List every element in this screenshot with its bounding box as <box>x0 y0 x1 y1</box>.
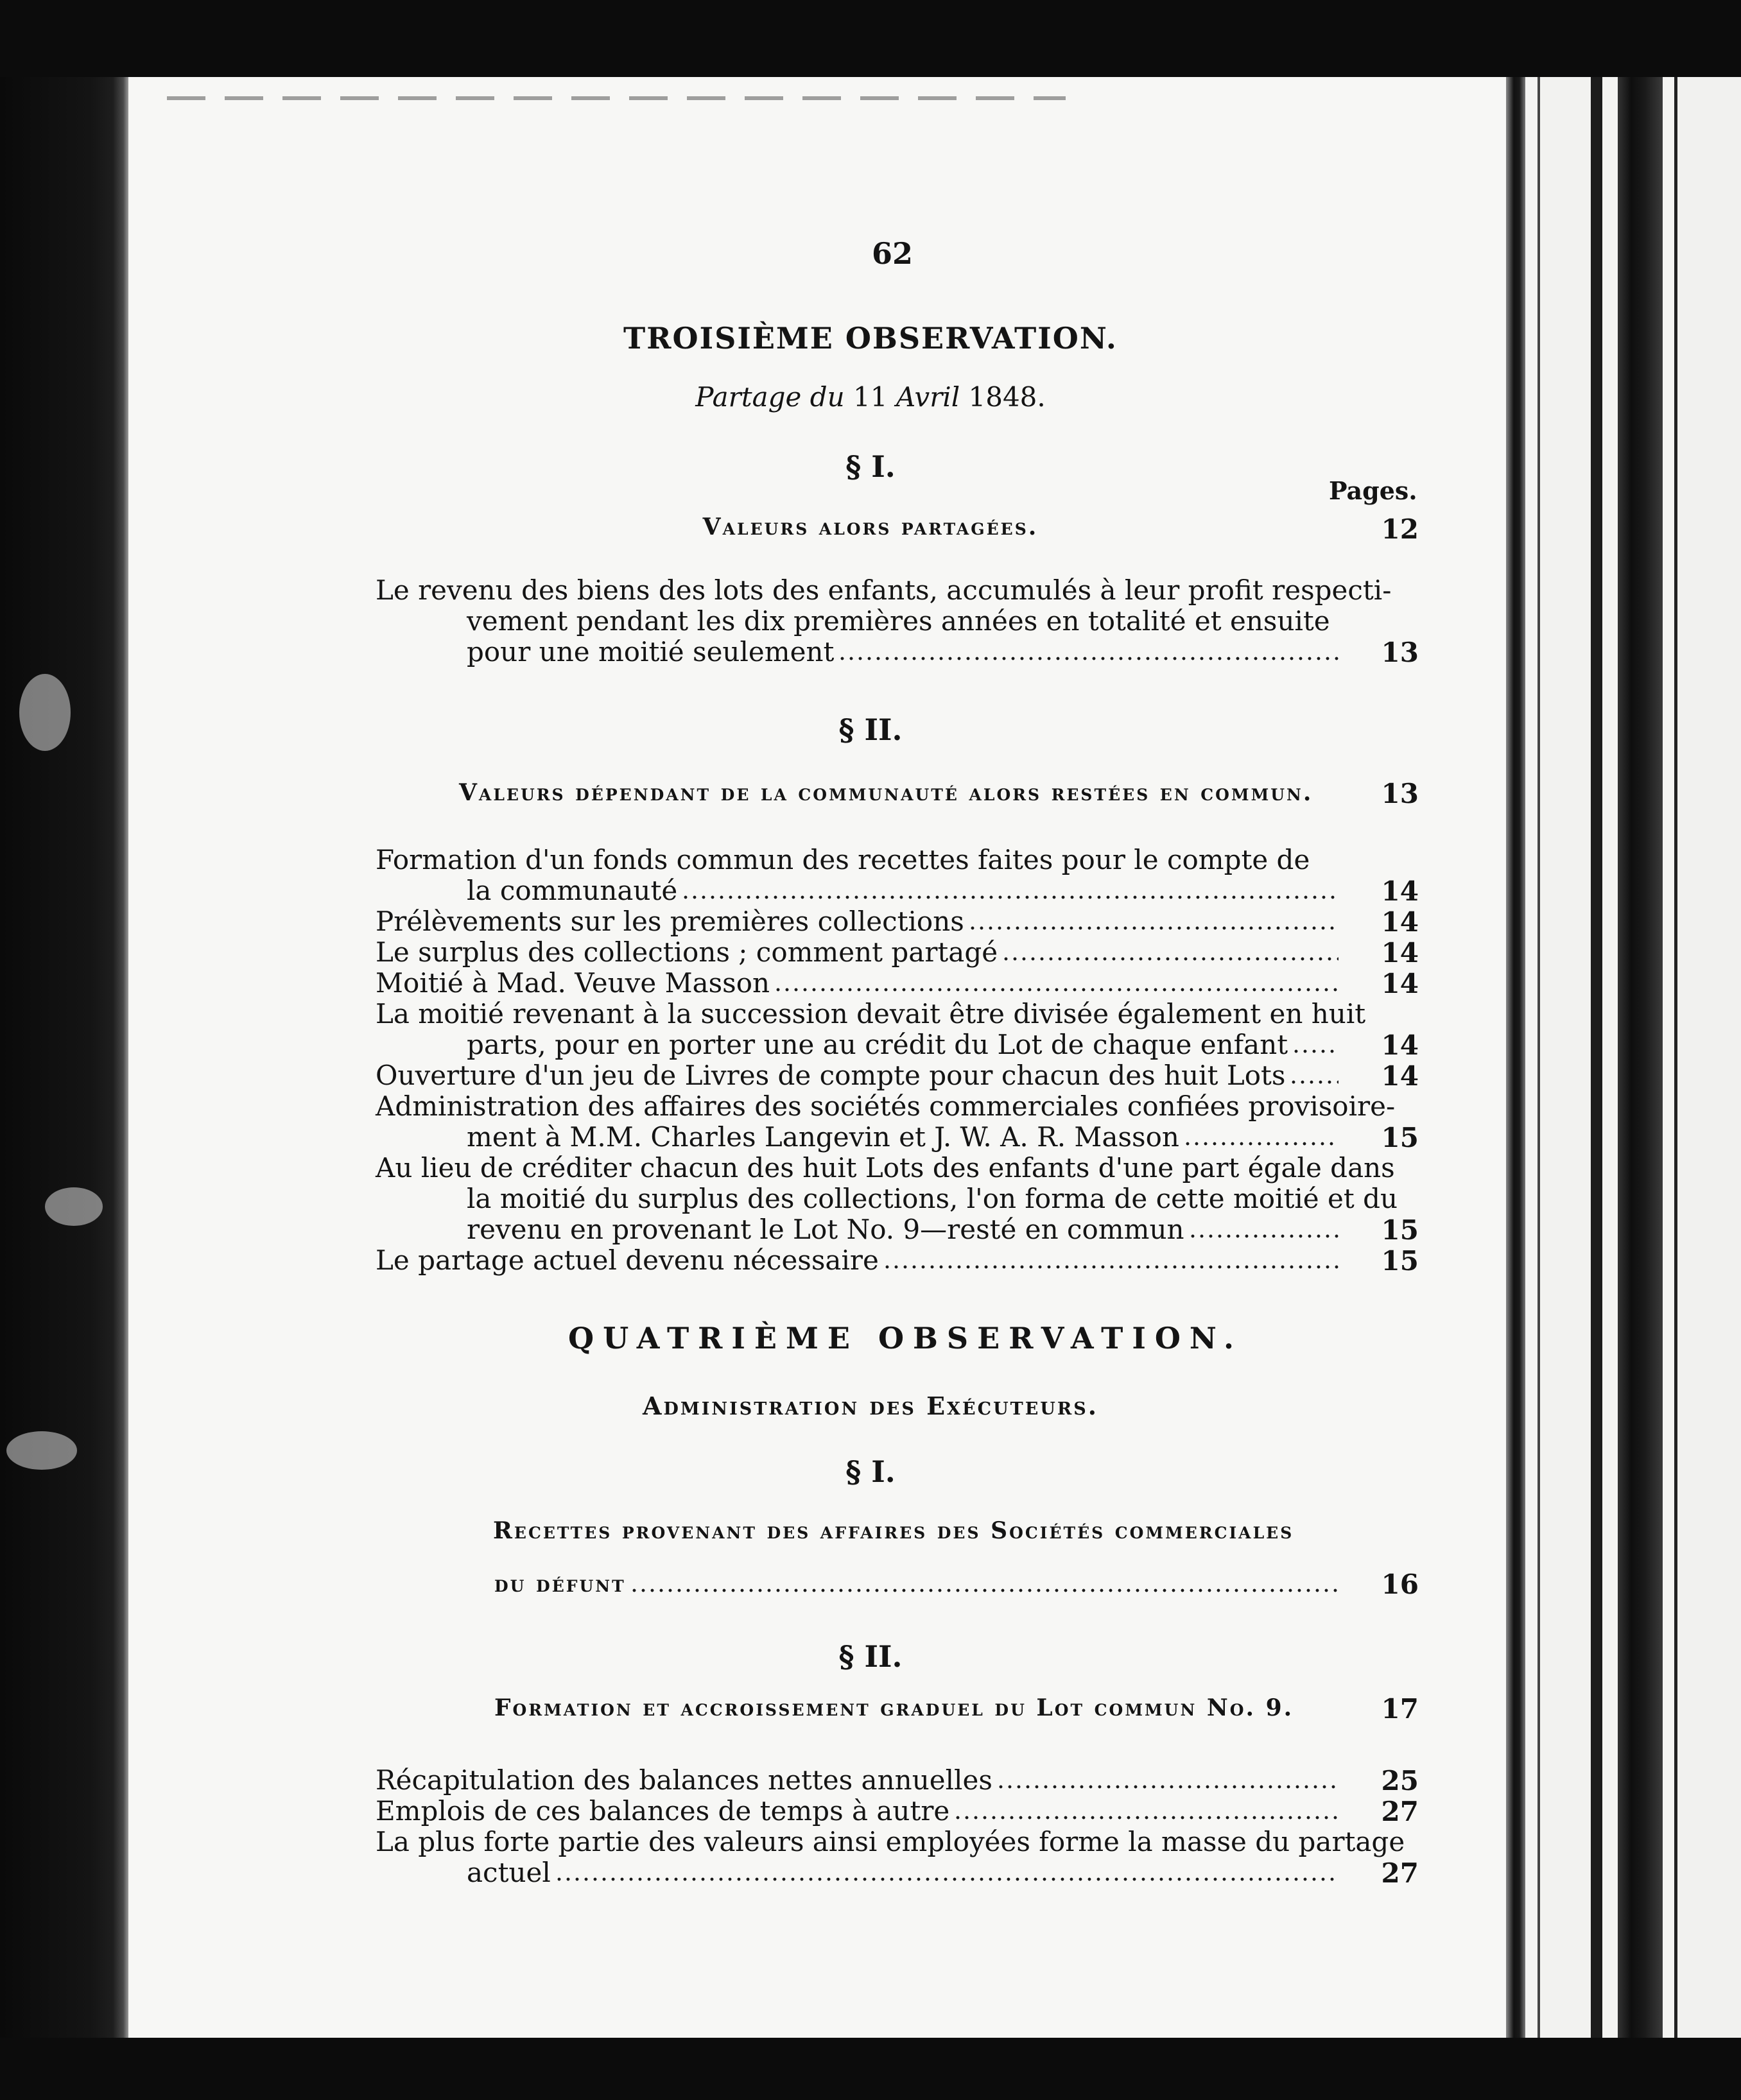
page-ref: 15 <box>1381 1245 1419 1277</box>
entry-line: la moitié du surplus des collections, l'on forma de cette moitié et du <box>467 1183 1398 1214</box>
entry-text: du défunt <box>494 1571 626 1597</box>
entry-line <box>376 1796 1338 1827</box>
gutter-shadow <box>1618 77 1663 2038</box>
scan-border-bottom <box>0 2038 1741 2100</box>
entry-line: La plus forte partie des valeurs ainsi employées forme la masse du partage <box>376 1826 1405 1857</box>
page-number: 62 <box>871 236 913 271</box>
section-title: Recettes provenant des affaires des Sociétés commerciales <box>493 1517 1294 1544</box>
gutter-shadow <box>1506 77 1525 2038</box>
dot-leader <box>1001 956 1338 961</box>
entry-text: Récapitulation des balances nettes annuelles <box>376 1764 992 1796</box>
entry-line <box>376 1122 1338 1153</box>
entry-line <box>376 968 1338 999</box>
page-ref: 14 <box>1381 937 1419 968</box>
page-ref: 14 <box>1381 1029 1419 1061</box>
entry-line <box>494 1569 1338 1599</box>
dot-leader <box>1289 1080 1338 1085</box>
page-ref: 14 <box>1381 906 1419 938</box>
entry-line <box>376 1214 1338 1245</box>
section-heading: § II. <box>838 1639 903 1674</box>
toc-entry <box>376 844 1398 1276</box>
section-title: Valeurs dépendant de la communauté alors restées en commun. <box>459 779 1313 806</box>
page-ref: 14 <box>1381 875 1419 907</box>
entry-line <box>376 937 1338 968</box>
page-ref: 27 <box>1381 1857 1419 1889</box>
entry-text: Le partage actuel devenu nécessaire <box>376 1244 879 1276</box>
fourth-observation-subtitle: Administration des Exécuteurs. <box>642 1391 1098 1420</box>
entry-text: Le surplus des collections ; comment partagé <box>376 936 998 968</box>
page-ref: 13 <box>1381 778 1419 809</box>
toc-entry <box>376 574 1392 667</box>
section-title: Valeurs alors partagées. <box>702 513 1039 540</box>
entry-line: vement pendant les dix premières années en totalité et ensuite <box>467 605 1330 637</box>
section-heading: § I. <box>845 449 896 484</box>
entry-line <box>376 1060 1338 1091</box>
entry-line: Administration des affaires des sociétés commerciales confiées provisoire- <box>376 1090 1396 1122</box>
entry-line <box>376 1029 1338 1060</box>
entry-text: Prélèvements sur les premières collections <box>376 906 964 937</box>
entry-text: actuel <box>467 1857 551 1888</box>
dot-leader <box>555 1877 1338 1882</box>
page-ref: 14 <box>1381 1060 1419 1092</box>
date-day: 11 <box>844 381 896 413</box>
section-title: Formation et accroissement graduel du Lot commun No. 9. <box>494 1694 1294 1721</box>
date-italic-part: Partage du <box>695 381 845 413</box>
page-ref: 15 <box>1381 1214 1419 1246</box>
third-observation-date <box>0 381 1741 413</box>
entry-line <box>376 1245 1338 1276</box>
entry-line: La moitié revenant à la succession devait être divisée également en huit <box>376 998 1366 1029</box>
entry-text: Moitié à Mad. Veuve Masson <box>376 967 770 999</box>
page-ref: 17 <box>1381 1693 1419 1725</box>
section-heading: § II. <box>838 712 903 747</box>
entry-text: pour une moitié seulement <box>467 636 835 667</box>
dot-leader <box>681 895 1338 900</box>
pages-column-label: Pages. <box>1329 476 1417 505</box>
fourth-observation-title: QUATRIÈME OBSERVATION. <box>568 1321 1243 1356</box>
entry-line <box>376 875 1338 906</box>
entry-text: revenu en provenant le Lot No. 9—resté en commun <box>467 1214 1184 1245</box>
page-ref: 16 <box>1381 1569 1419 1600</box>
date-year: 1848. <box>960 381 1046 413</box>
gutter-shadow <box>1591 77 1602 2038</box>
entry-line: Au lieu de créditer chacun des huit Lots des enfants d'une part égale dans <box>376 1152 1395 1183</box>
entry-text: ment à M.M. Charles Langevin et J. W. A. R. Masson <box>467 1121 1179 1153</box>
toc-entry <box>494 1569 1338 1599</box>
scan-border-top <box>0 0 1741 77</box>
entry-line <box>376 1857 1338 1888</box>
entry-text: Ouverture d'un jeu de Livres de compte pour chacun des huit Lots <box>376 1060 1286 1091</box>
third-observation-title: TROISIÈME OBSERVATION. <box>623 321 1118 356</box>
entry-line <box>376 637 1338 667</box>
date-italic-part: Avril <box>896 381 960 413</box>
gutter-strip <box>1537 77 1593 2038</box>
entry-text: Emplois de ces balances de temps à autre <box>376 1795 950 1827</box>
dot-leader <box>953 1815 1338 1820</box>
page-edge-line <box>167 96 1066 100</box>
entry-line <box>376 1765 1338 1796</box>
scan-speck <box>45 1187 103 1226</box>
dot-leader <box>1188 1234 1338 1239</box>
entry-line: Le revenu des biens des lots des enfants, accumulés à leur profit respecti- <box>376 574 1392 606</box>
page-ref: 25 <box>1381 1765 1419 1796</box>
dot-leader <box>774 987 1338 992</box>
dot-leader <box>838 656 1338 661</box>
entry-line: Formation d'un fonds commun des recettes faites pour le compte de <box>376 844 1310 875</box>
page-ref: 12 <box>1381 513 1419 545</box>
dot-leader <box>968 925 1338 931</box>
gutter-strip <box>1674 77 1741 2038</box>
page-ref: 27 <box>1381 1796 1419 1827</box>
dot-leader <box>883 1264 1338 1269</box>
page-ref: 13 <box>1381 637 1419 668</box>
page-ref: 14 <box>1381 968 1419 999</box>
dot-leader <box>630 1588 1338 1593</box>
page-ref: 15 <box>1381 1122 1419 1153</box>
entry-text: la communauté <box>467 875 678 906</box>
section-heading: § I. <box>845 1454 896 1489</box>
entry-line <box>376 906 1338 937</box>
dot-leader <box>996 1784 1338 1789</box>
scan-border-left <box>0 0 128 2100</box>
dot-leader <box>1292 1049 1338 1054</box>
dot-leader <box>1183 1141 1338 1146</box>
entry-text: parts, pour en porter une au crédit du Lot de chaque enfant <box>467 1029 1288 1060</box>
